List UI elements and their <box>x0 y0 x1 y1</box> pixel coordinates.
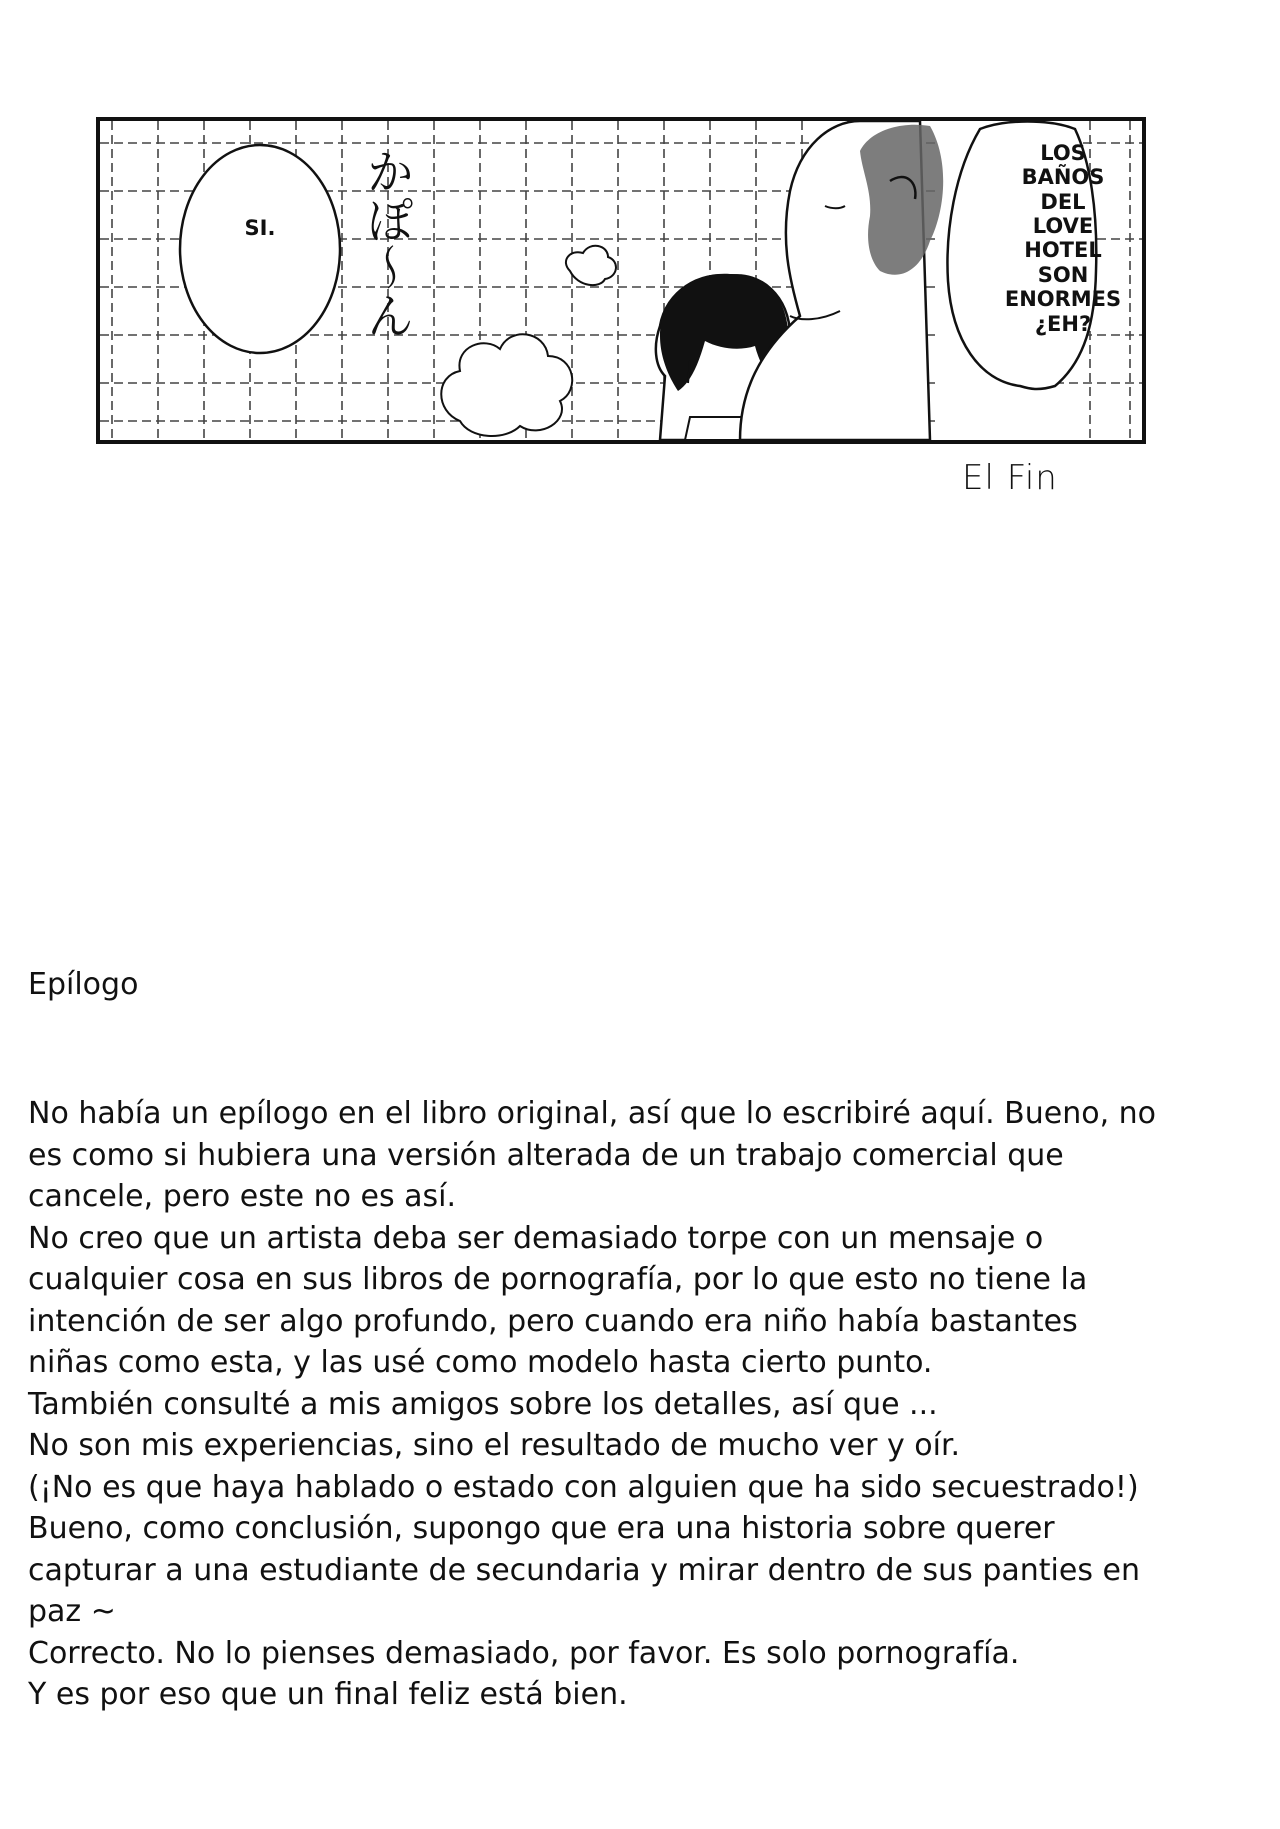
epilogue-line: (¡No es que haya hablado o estado con alguien que ha sido secuestrado!) <box>28 1469 1139 1505</box>
epilogue-line: Correcto. No lo pienses demasiado, por favor. Es solo pornografía. <box>28 1635 1020 1671</box>
manga-panel <box>96 117 1146 444</box>
end-label: El Fin <box>962 458 1058 498</box>
epilogue-line: No había un epílogo en el libro original, así que lo escribiré aquí. Bueno, no <box>28 1096 1157 1131</box>
sound-effect-text: かぽ〜ん <box>358 147 414 339</box>
epilogue-line: Y es por eso que un final feliz está bien. <box>28 1677 628 1712</box>
epilogue-body <box>28 1093 1248 1716</box>
epilogue-title: Epílogo <box>28 967 139 1002</box>
epilogue-line: Bueno, como conclusión, supongo que era una historia sobre querer <box>28 1511 1055 1546</box>
epilogue-line: No creo que un artista deba ser demasiado torpe con un mensaje o <box>28 1220 1044 1256</box>
epilogue-line: paz ~ <box>28 1594 116 1629</box>
epilogue-line: niñas como esta, y las usé como modelo hasta cierto punto. <box>28 1345 933 1380</box>
epilogue-line: También consulté a mis amigos sobre los detalles, así que ... <box>28 1386 938 1422</box>
left-speech-bubble <box>180 145 340 353</box>
epilogue-line: cancele, pero este no es así. <box>28 1179 457 1214</box>
epilogue-line: es como si hubiera una versión alterada de un trabajo comercial que <box>28 1137 1064 1173</box>
epilogue-line: cualquier cosa en sus libros de pornografía, por lo que esto no tiene la <box>28 1262 1088 1297</box>
man-figure <box>740 121 943 440</box>
epilogue-line: No son mis experiencias, sino el resultado de mucho ver y oír. <box>28 1428 961 1463</box>
epilogue-line: intención de ser algo profundo, pero cuando era niño había bastantes <box>28 1303 1078 1339</box>
left-bubble-text: SI. <box>244 216 276 240</box>
epilogue-line: capturar a una estudiante de secundaria y mirar dentro de sus panties en <box>28 1552 1140 1588</box>
panel-artwork <box>100 121 1142 440</box>
right-bubble-text: LOS BAÑOS DEL LOVE HOTEL SON ENORMES ¿EH? <box>1004 141 1122 336</box>
